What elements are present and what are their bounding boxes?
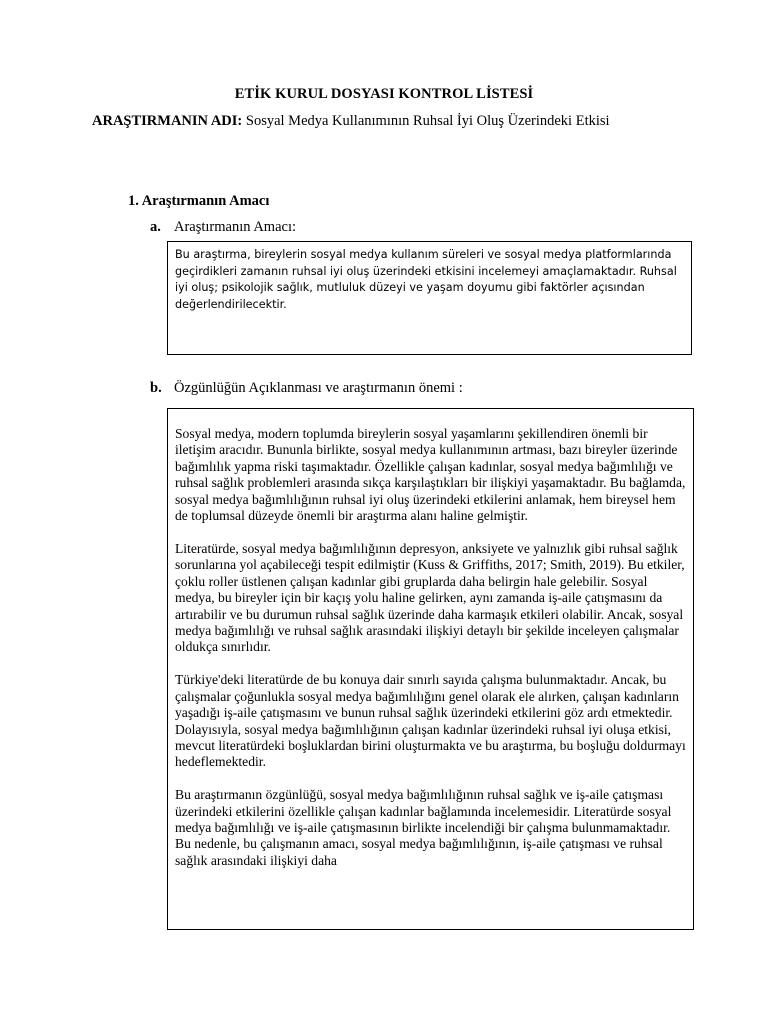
section-1-heading: 1. Araştırmanın Amacı bbox=[128, 193, 270, 209]
item-b-letter: b. bbox=[150, 380, 162, 396]
item-a-letter: a. bbox=[150, 219, 161, 235]
document-title: ETİK KURUL DOSYASI KONTROL LİSTESİ bbox=[234, 86, 534, 102]
originality-paragraph: Sosyal medya, modern toplumda bireylerin sosyal yaşamlarını şekillendiren önemli bir iletişim aracıdır. Bununla birlikte, sosyal medya kullanımının artması, bazı bireyler üzerinde bağımlılık yapma riski taşımaktadır. Özellikle çalışan kadınlar, sosyal medya bağımlılığı ve ruhsal sağlık problemleri arasında sıkça karşılaştıkları bir ilişkiyi yaşamaktadır. Bu bağlamda, sosyal medya bağımlılığının ruhsal iyi oluş üzerindeki etkilerini anlamak, hem bireysel hem de toplumsal düzeyde önemli bir araştırma alanı haline gelmiştir. bbox=[175, 426, 686, 524]
purpose-text-box[interactable] bbox=[167, 241, 692, 355]
study-name-line bbox=[92, 113, 732, 130]
item-a-label-line bbox=[150, 219, 296, 236]
originality-paragraph: Literatürde, sosyal medya bağımlılığının depresyon, anksiyete ve yalnızlık gibi ruhsal sağlık sorunlarına yol açabileceği tespit edilmiştir (Kuss & Griffiths, 2017; Smith, 2019). Bu etkiler, çoklu roller üstlenen çalışan kadınlar gibi gruplarda daha belirgin hale gelebilir. Sosyal medya, bu bireyler için bir kaçış yolu haline gelirken, aynı zamanda iş-aile çatışmasını da artırabilir ve bu durumun ruhsal sağlık üzerinde daha karmaşık etkileri olabilir. Ancak, sosyal medya bağımlılığı ve ruhsal sağlık arasındaki ilişkiyi detaylı bir şekilde inceleyen çalışmalar oldukça sınırlıdır. bbox=[175, 540, 685, 655]
item-a-label: Araştırmanın Amacı: bbox=[174, 219, 297, 235]
originality-paragraph: Türkiye'deki literatürde de bu konuya dair sınırlı sayıda çalışma bulunmaktadır. Ancak, bu çalışmalar çoğunlukla sosyal medya bağımlılığını genel olarak ele alırken, çalışan kadınların yaşadığı iş-aile çatışmasını ve bunun ruhsal sağlık üzerindeki etkilerini göz ardı etmektedir. Dolayısıyla, sosyal medya bağımlılığının çalışan kadınlar üzerindeki ruhsal iyi oluşa etkisi, mevcut literatürdeki boşluklardan birini oluşturmakta ve bu araştırma, bu boşluğu doldurmayı hedeflemektedir. bbox=[175, 672, 686, 770]
item-b-label-line bbox=[150, 380, 463, 397]
purpose-text: Bu araştırma, bireylerin sosyal medya kullanım süreleri ve sosyal medya platformlarında geçirdikleri zamanın ruhsal iyi oluş üzerindeki etkisini incelemeyi amaçlamaktadır. Ruhsal iyi oluş; psikolojik sağlık, mutluluk düzeyi ve yaşam doyumu gibi faktörler açısından değerlendirilecektir. bbox=[175, 248, 677, 311]
study-name-label: ARAŞTIRMANIN ADI: bbox=[92, 113, 243, 129]
study-name-value: Sosyal Medya Kullanımının Ruhsal İyi Oluş Üzerindeki Etkisi bbox=[242, 113, 610, 129]
originality-text-box[interactable] bbox=[167, 408, 694, 930]
originality-paragraph: Bu araştırmanın özgünlüğü, sosyal medya bağımlılığının ruhsal sağlık ve iş-aile çatışması üzerindeki etkilerini özellikle çalışan kadınlar bağlamında incelemesidir. Literatürde sosyal medya bağımlılığı ve iş-aile çatışmasının birlikte incelendiği bir çalışma bulunmamaktadır. Bu nedenle, bu çalışmanın amacı, sosyal medya bağımlılığının, iş-aile çatışması ve ruhsal sağlık arasındaki ilişkiyi daha bbox=[175, 787, 672, 868]
item-b-label: Özgünlüğün Açıklanması ve araştırmanın önemi : bbox=[174, 380, 463, 396]
